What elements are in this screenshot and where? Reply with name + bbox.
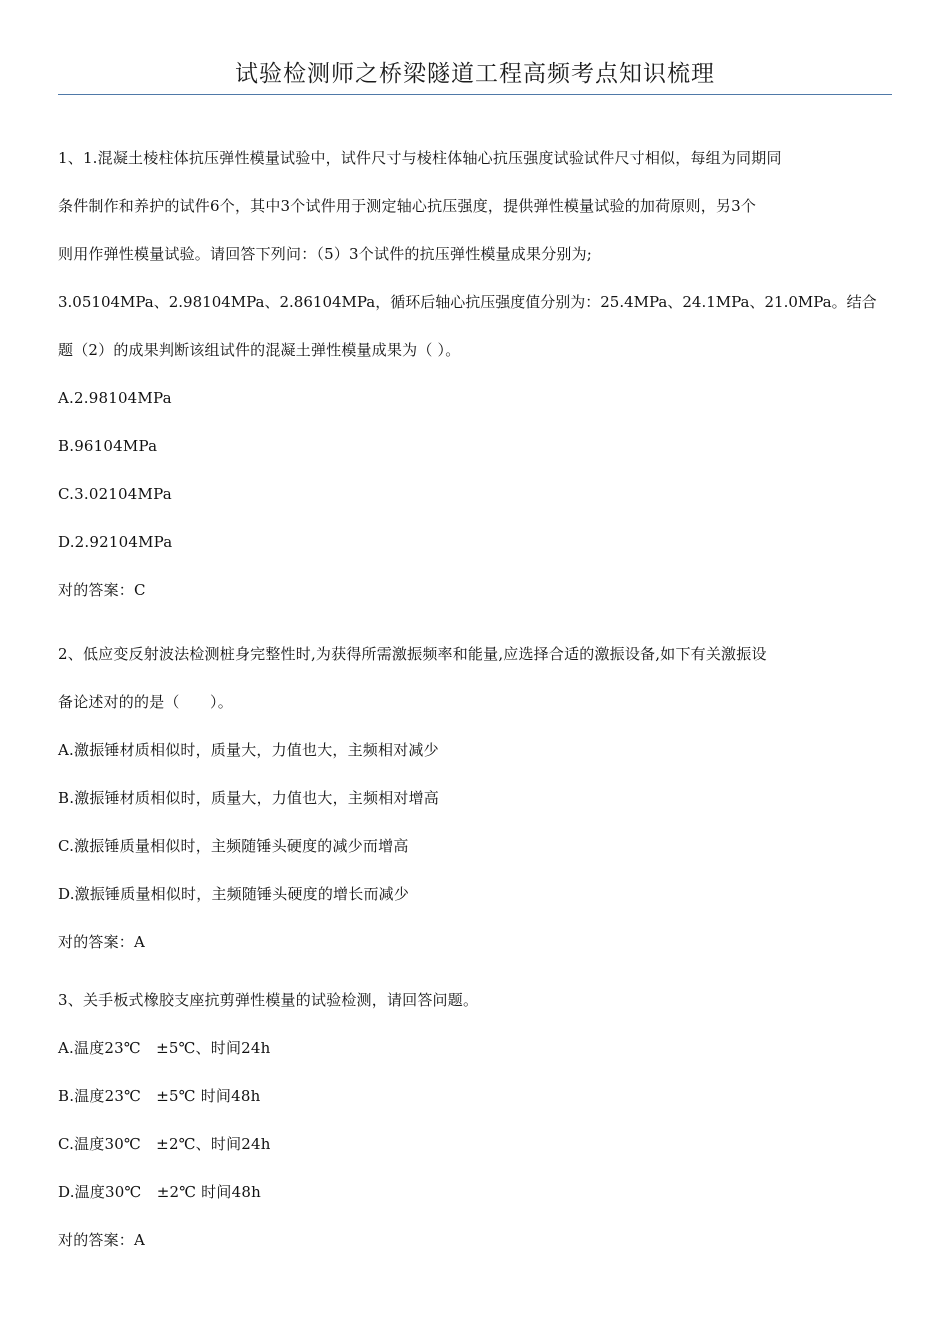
question-1-option-d: D.2.92104MPa: [58, 533, 173, 551]
question-1-option-c: C.3.02104MPa: [58, 485, 172, 503]
question-3-line-1: 3、关手板式橡胶支座抗剪弹性模量的试验检测，请回答问题。: [58, 991, 479, 1009]
document-body: [58, 134, 894, 1264]
question-2-option-d: D.激振锤质量相似时，主频随锤头硬度的增长而减少: [58, 885, 410, 903]
question-1-line-5: 题（2）的成果判断该组试件的混凝土弹性模量成果为（ ）。: [58, 341, 461, 359]
question-1-answer: 对的答案：C: [58, 581, 146, 599]
question-3-answer: 对的答案：A: [58, 1231, 146, 1249]
question-2-option-b: B.激振锤材质相似时，质量大，力值也大，主频相对增高: [58, 789, 439, 807]
question-3-option-a: A.温度23℃ ±5℃、时间24h: [58, 1039, 271, 1057]
question-3: [58, 976, 894, 1264]
question-2-line-2: 备论述对的的是（ ）。: [58, 693, 233, 711]
question-spacer: [58, 614, 894, 630]
question-2-option-c: C.激振锤质量相似时，主频随锤头硬度的减少而增高: [58, 837, 409, 855]
question-1-option-b: B.96104MPa: [58, 437, 158, 455]
question-2-option-a: A.激振锤材质相似时，质量大，力值也大，主频相对减少: [58, 741, 439, 759]
question-1-line-4: 3.05104MPa、2.98104MPa、2.86104MPa，循环后轴心抗压强度值分别为：25.4MPa、24.1MPa、21.0MPa。结合: [58, 293, 877, 311]
question-spacer: [58, 966, 894, 976]
question-1-line-1: 1、1.混凝土棱柱体抗压弹性模量试验中，试件尺寸与棱柱体轴心抗压强度试验试件尺寸相似，每组为同期同: [58, 149, 782, 167]
question-1: [58, 134, 894, 614]
question-1-line-3: 则用作弹性模量试验。请回答下列问：（5）3个试件的抗压弹性模量成果分别为;: [58, 245, 593, 263]
question-2: [58, 630, 894, 966]
question-1-line-2: 条件制作和养护的试件6个，其中3个试件用于测定轴心抗压强度，提供弹性模量试验的加荷原则，另3个: [58, 197, 757, 215]
question-2-line-1: 2、低应变反射波法检测桩身完整性时,为获得所需激振频率和能量,应选择合适的激振设备,如下有关激振设: [58, 645, 767, 663]
question-3-option-d: D.温度30℃ ±2℃ 时间48h: [58, 1183, 261, 1201]
title-divider: [58, 94, 892, 95]
question-1-option-a: A.2.98104MPa: [58, 389, 172, 407]
question-3-option-b: B.温度23℃ ±5℃ 时间48h: [58, 1087, 261, 1105]
question-2-answer: 对的答案：A: [58, 933, 146, 951]
question-3-option-c: C.温度30℃ ±2℃、时间24h: [58, 1135, 271, 1153]
document-title: 试验检测师之桥梁隧道工程高频考点知识梳理: [235, 61, 715, 87]
